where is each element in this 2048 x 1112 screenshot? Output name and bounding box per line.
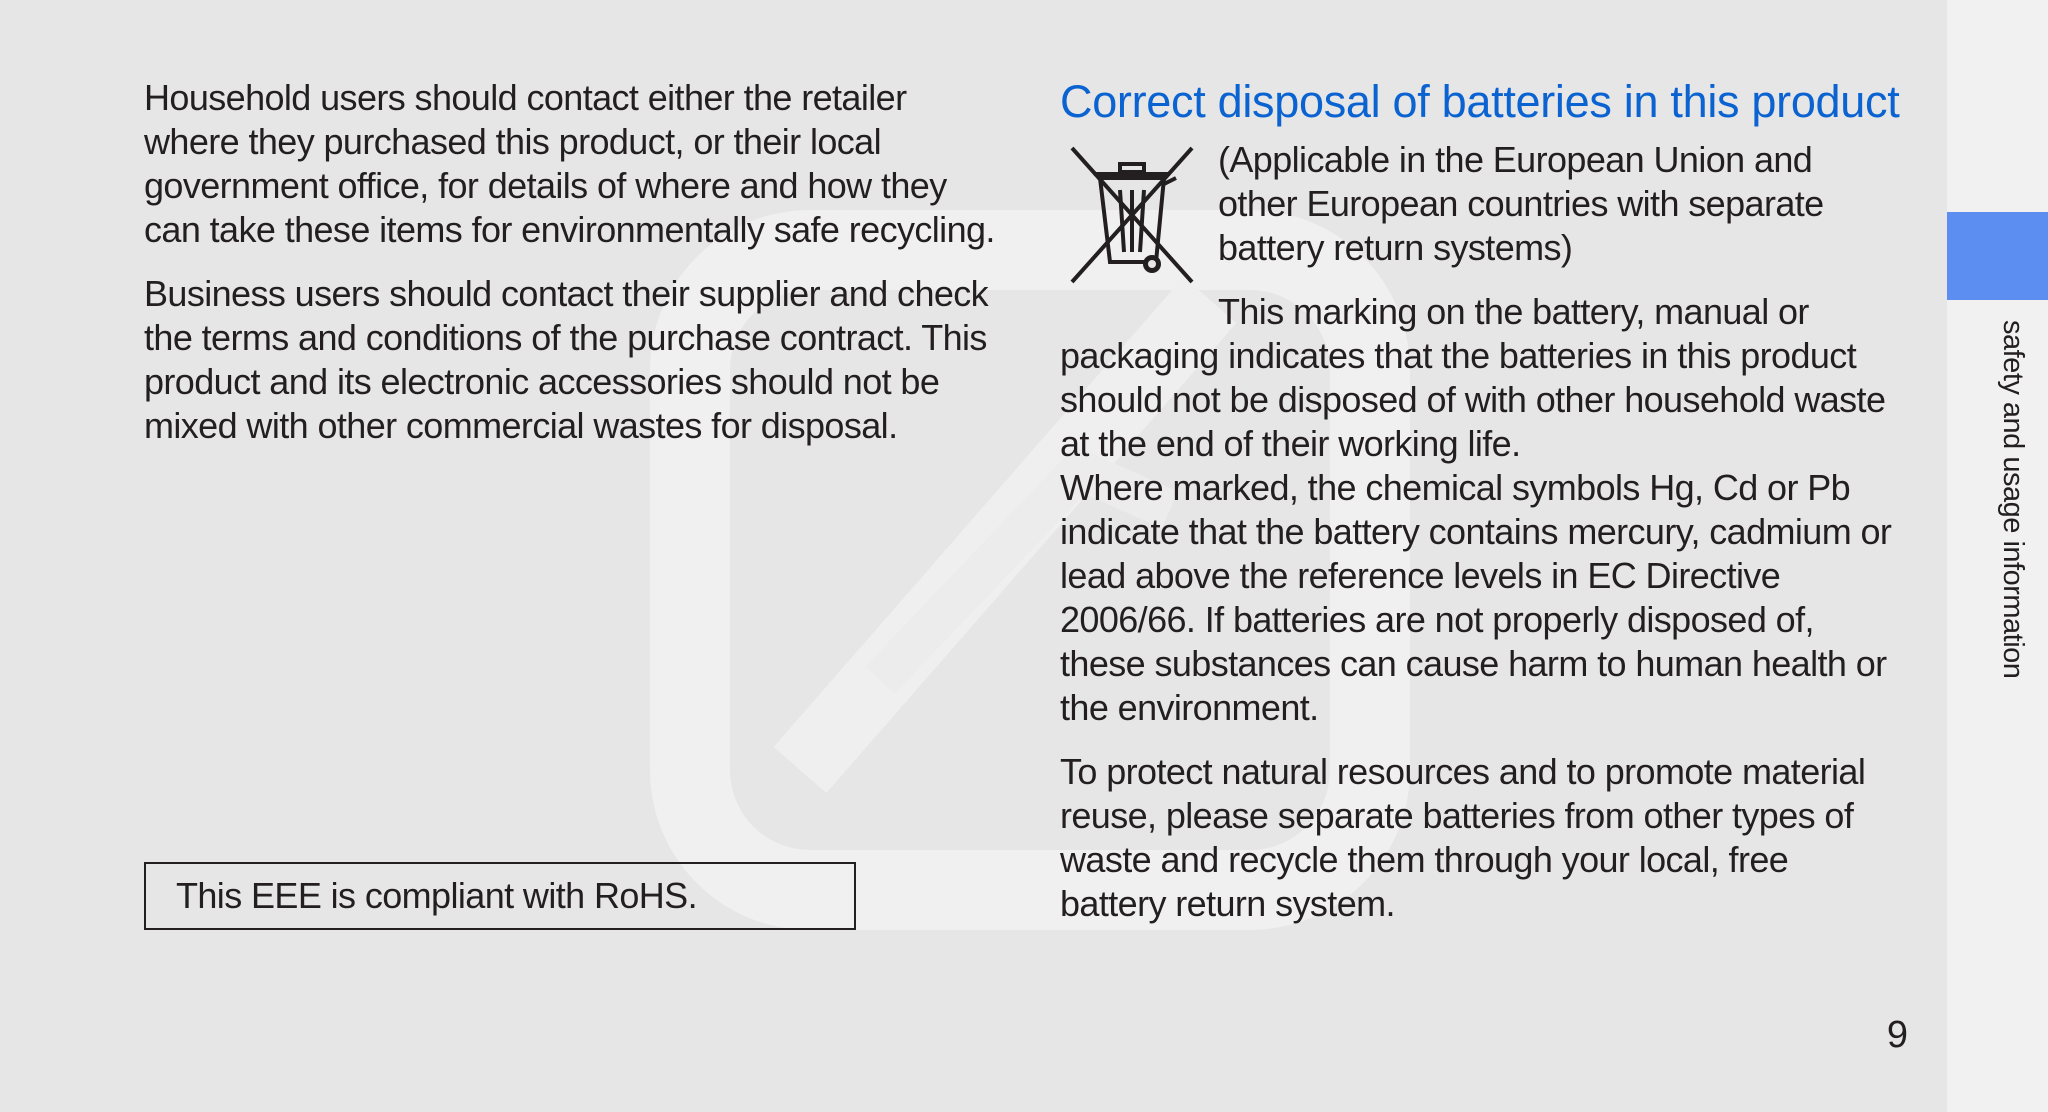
rohs-notice: This EEE is compliant with RoHS. bbox=[144, 862, 856, 930]
right-column bbox=[1060, 76, 1900, 946]
section-tab bbox=[1947, 212, 2048, 300]
section-label: safety and usage information bbox=[1997, 320, 2029, 679]
chemical-symbols-paragraph: Where marked, the chemical symbols Hg, Cd or Pb indicate that the battery contains mercury, cadmium or lead above the reference levels in EC Directive 2006/66. If batteries are not properly disposed of, these substances can cause harm to human health or the environment. bbox=[1060, 467, 1892, 728]
left-column bbox=[144, 76, 1004, 468]
crossed-out-wheelie-bin-icon bbox=[1064, 140, 1200, 290]
household-users-paragraph: Household users should contact either the retailer where they purchased this product, or their local government office, for details of where and how they can take these items for environmentally safe recycling. bbox=[144, 77, 995, 250]
recycling-paragraph: To protect natural resources and to promote material reuse, please separate batteries from other types of waste and recycle them through your local, free battery return system. bbox=[1060, 751, 1866, 924]
battery-marking-paragraph: This marking on the battery, manual or packaging indicates that the batteries in this product should not be disposed of with other household waste at the end of their working life. bbox=[1060, 291, 1886, 464]
applicability-note: (Applicable in the European Union and other European countries with separate battery return systems) bbox=[1218, 139, 1824, 268]
section-heading: Correct disposal of batteries in this product bbox=[1060, 76, 1900, 127]
page-number: 9 bbox=[1886, 1014, 1908, 1056]
business-users-paragraph: Business users should contact their supplier and check the terms and conditions of the purchase contract. This product and its electronic accessories should not be mixed with other commercial wastes for disposal. bbox=[144, 273, 989, 446]
